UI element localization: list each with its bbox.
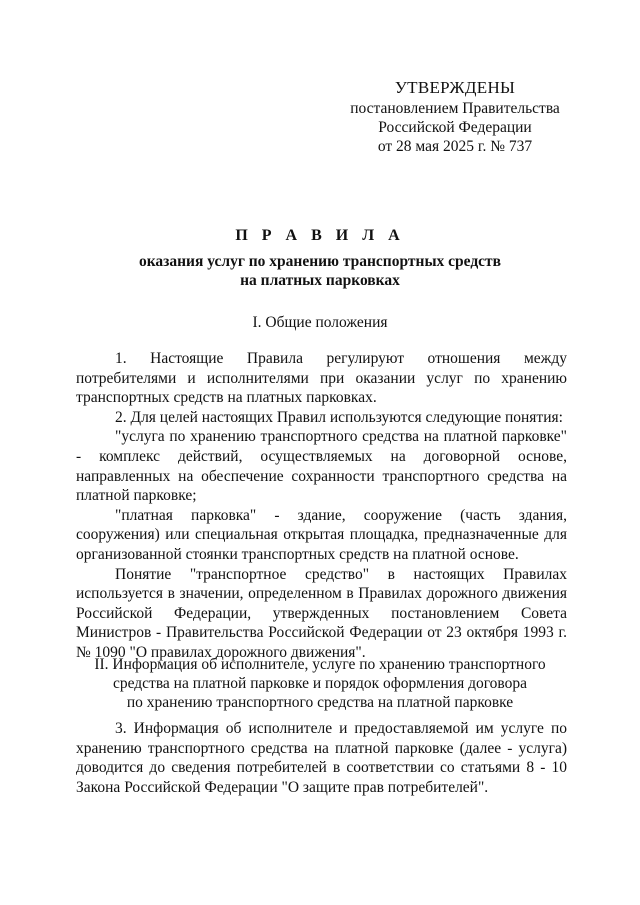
approval-line-1: постановлением Правительства: [350, 100, 560, 117]
paragraph-2-definition-service: "услуга по хранению транспортного средства на платной парковке" - комплекс действий, осуществляемых на договорной основе, направленных на обеспечение сохранности транспортного средства на платной парковке;: [76, 428, 567, 505]
section-2-heading-line-2: средства на платной парковке и порядок оформления договора: [112, 675, 528, 692]
paragraph-2-definition-parking: "платная парковка" - здание, сооружение (часть здания, сооружения) или специальная открытая площадка, предназначенные для организованной стоянки транспортных средств на платной основе.: [76, 506, 567, 563]
paragraph-1: 1. Настоящие Правила регулируют отношения между потребителями и исполнителями при оказании услуг по хранению транспортных средств на платных парковках.: [76, 350, 567, 407]
section-2-body: [76, 719, 567, 797]
section-2-heading-line-1: II. Информация об исполнителе, услуге по хранению транспортного: [94, 656, 546, 673]
section-1-body: [76, 349, 567, 663]
subtitle-line-2: на платных парковках: [240, 272, 400, 289]
paragraph-3: 3. Информация об исполнителе и предоставляемой им услуге по хранению транспортного средства на платной парковке (далее - услуга) доводится до сведения потребителей в соответствии со статьями 8 - 10 Закона Российской Федерации "О защите прав потребителей".: [76, 720, 567, 796]
section-2-heading: [70, 655, 570, 712]
paragraph-2: 2. Для целей настоящих Правил используются следующие понятия:: [115, 408, 563, 426]
section-1-heading: I. Общие положения: [252, 314, 388, 331]
approval-heading: УТВЕРЖДЕНЫ: [394, 78, 516, 97]
approval-line-3: от 28 мая 2025 г. № 737: [377, 138, 533, 155]
paragraph-2-definition-vehicle: Понятие "транспортное средство" в настоящих Правилах используется в значении, определенном в Правилах дорожного движения Российской Федерации, утвержденных постановлением Совета Министров - Правительства Российской Федерации от 23 октября 1993 г. № 1090 "О правилах дорожного движения".: [76, 565, 567, 661]
approval-stamp: [330, 78, 580, 156]
section-2-heading-line-3: по хранению транспортного средства на платной парковке: [126, 694, 514, 711]
approval-line-2: Российской Федерации: [378, 119, 532, 136]
document-subtitle: [80, 252, 560, 290]
subtitle-line-1: оказания услуг по хранению транспортных средств: [138, 253, 502, 270]
document-title: П Р А В И Л А: [235, 227, 405, 244]
